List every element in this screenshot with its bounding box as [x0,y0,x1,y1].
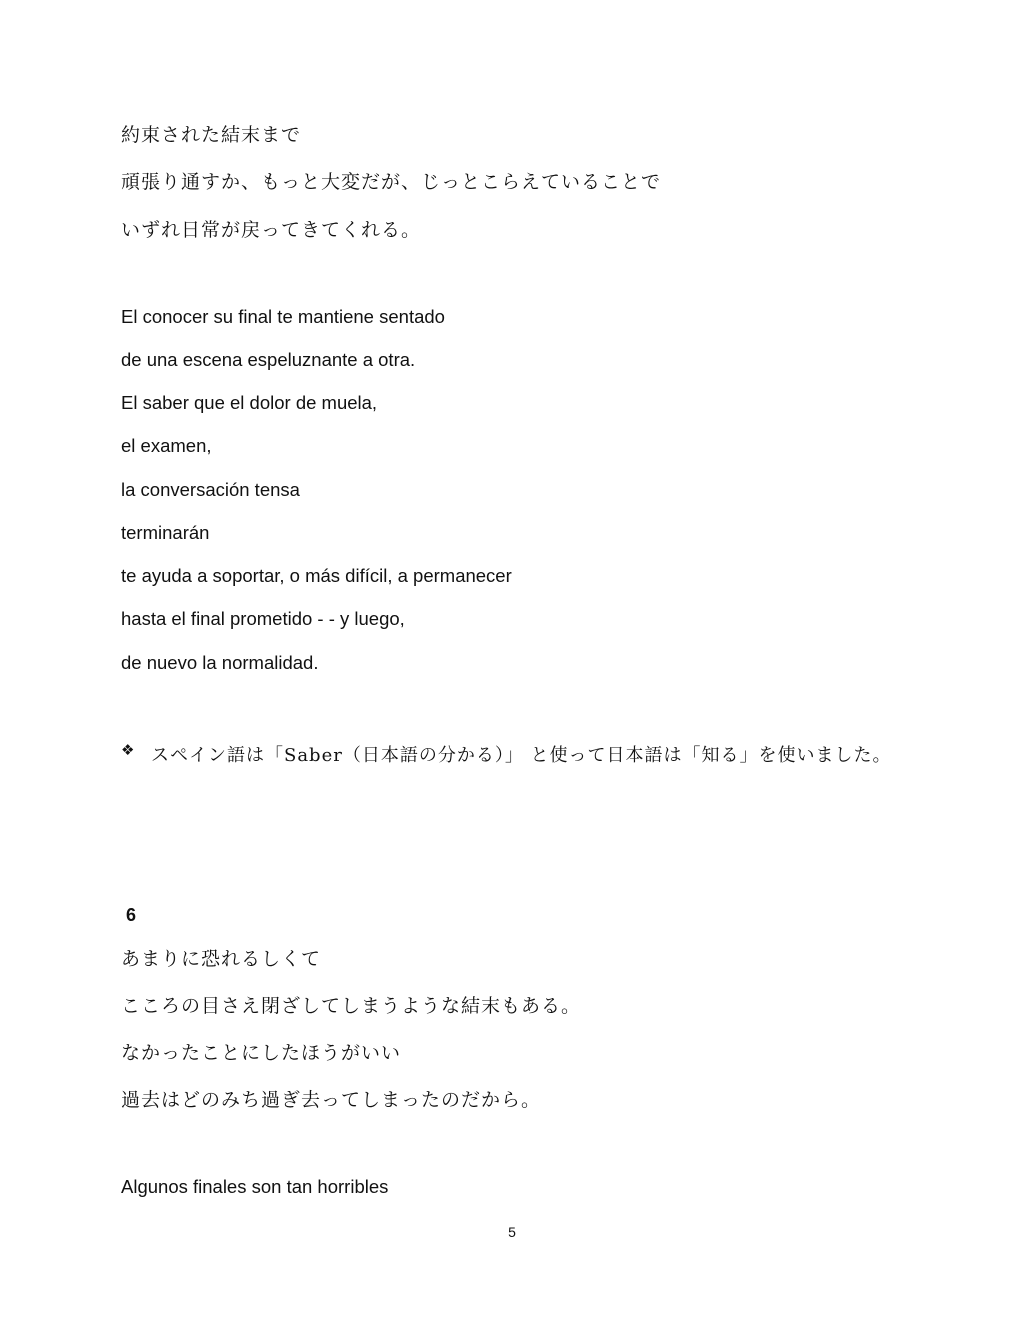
es-line: te ayuda a soportar, o más difícil, a permanecer [121,565,512,586]
jp-line: あまりに恐れるしくて [121,948,322,970]
jp-line: こころの目さえ閉ざしてしまうような結末もある。 [121,995,582,1017]
jp-line: なかったことにしたほうがいい [121,1042,402,1064]
es-line: de nuevo la normalidad. [121,652,319,673]
jp-line: いずれ日常が戻ってきてくれる。 [121,219,422,241]
jp-line: 過去はどのみち過ぎ去ってしまったのだから。 [121,1089,542,1111]
es-line: hasta el final prometido - - y luego, [121,608,405,629]
page-number: 5 [508,1224,516,1240]
diamond-bullet-icon: ❖ [121,741,135,759]
es-line: El saber que el dolor de muela, [121,392,378,413]
section-number: 6 [126,905,137,925]
es-line: la conversación tensa [121,479,300,500]
jp-line: 約束された結末まで [121,124,302,146]
translation-note-text: スペイン語は「Saber（日本語の分かる）」 と使って日本語は「知る」を使いました。 [151,745,892,766]
jp-line: 頑張り通すか、もっと大変だが、じっとこらえていることで [121,171,662,193]
es-line: El conocer su final te mantiene sentado [121,306,445,327]
es-line: el examen, [121,435,212,456]
es-line: terminarán [121,522,210,543]
es-line: Algunos finales son tan horribles [121,1176,389,1197]
es-line: de una escena espeluznante a otra. [121,349,416,370]
